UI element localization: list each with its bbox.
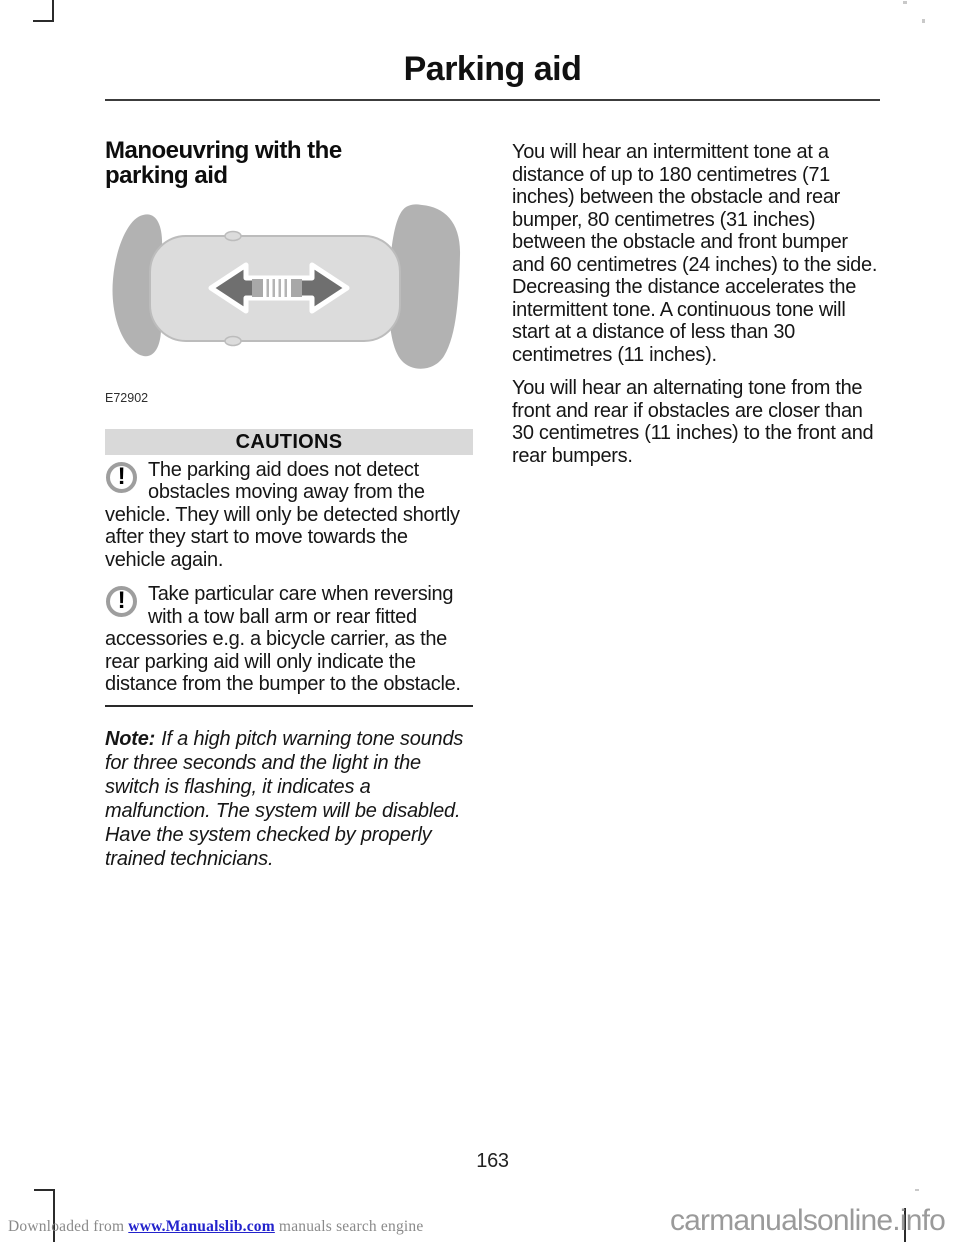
manualslib-link[interactable]: www.Manualslib.com: [128, 1218, 275, 1235]
caution-item: [105, 459, 473, 572]
note-label: Note:: [105, 727, 156, 750]
caution-item: [105, 583, 473, 696]
carmanualsonline-watermark: carmanualsonline.info: [669, 1204, 945, 1237]
car-mirror-bottom: [225, 337, 241, 346]
watermark-prefix: Downloaded from: [8, 1218, 129, 1235]
watermark-suffix: manuals search engine: [274, 1218, 424, 1235]
page-number: 163: [476, 1150, 509, 1172]
body-paragraph: You will hear an intermittent tone at a distance of up to 180 centimetres (71 inches) between the obstacle and rear bumper, 80 centimetres (31 inches) between the obstacle and front bumper and 60 centimetres (24 inches) to the side. Decreasing the distance accelerates the intermittent tone. A continuous tone will start at a distance of less than 30 centimetres (11 inches).: [512, 141, 878, 366]
crop-mark-top-left-horizontal: [33, 20, 54, 22]
manualslib-watermark: [8, 1218, 423, 1236]
cautions-box: [105, 429, 473, 707]
left-column: [105, 138, 473, 871]
exclamation-circle-icon: !: [106, 586, 137, 617]
scan-artifact-bottom-right: [915, 1189, 919, 1191]
figure-reference-label: E72902: [105, 391, 149, 405]
arrow-distance-stripes: [252, 279, 302, 297]
car-top-view-illustration: [105, 203, 473, 373]
note-paragraph: [105, 727, 473, 871]
body-paragraph: You will hear an alternating tone from the front and rear if obstacles are closer than 30 centimetres (11 inches) to the front and rear bumpers.: [512, 377, 874, 467]
car-mirror-top: [225, 232, 241, 241]
section-heading: Manoeuvring with the parking aid: [105, 137, 342, 189]
caution-text: The parking aid does not detect obstacles moving away from the vehicle. They will only be detected shortly after they start to move towards the vehicle again.: [105, 458, 460, 571]
caution-text: Take particular care when reversing with a tow ball arm or rear fitted accessories e.g. a bicycle carrier, as the rear parking aid will only indicate the distance from the bumper to the obstacle.: [105, 583, 461, 695]
scan-artifact-top-right-1: [903, 1, 907, 4]
exclamation-circle-icon: !: [106, 462, 137, 493]
title-divider: [105, 99, 880, 101]
note-text: If a high pitch warning tone sounds for three seconds and the light in the switch is flashing, it indicates a malfunction. The system will be disabled. Have the system checked by properly trained technicians.: [105, 727, 464, 870]
crop-mark-top-left-vertical: [52, 0, 54, 22]
parking-aid-figure: [105, 203, 473, 410]
right-column: [512, 141, 880, 478]
cautions-header: CAUTIONS: [105, 429, 473, 455]
crop-mark-bottom-left-horizontal: [34, 1189, 55, 1191]
page-title: Parking aid: [403, 50, 582, 88]
scan-artifact-top-right-2: [922, 19, 925, 23]
